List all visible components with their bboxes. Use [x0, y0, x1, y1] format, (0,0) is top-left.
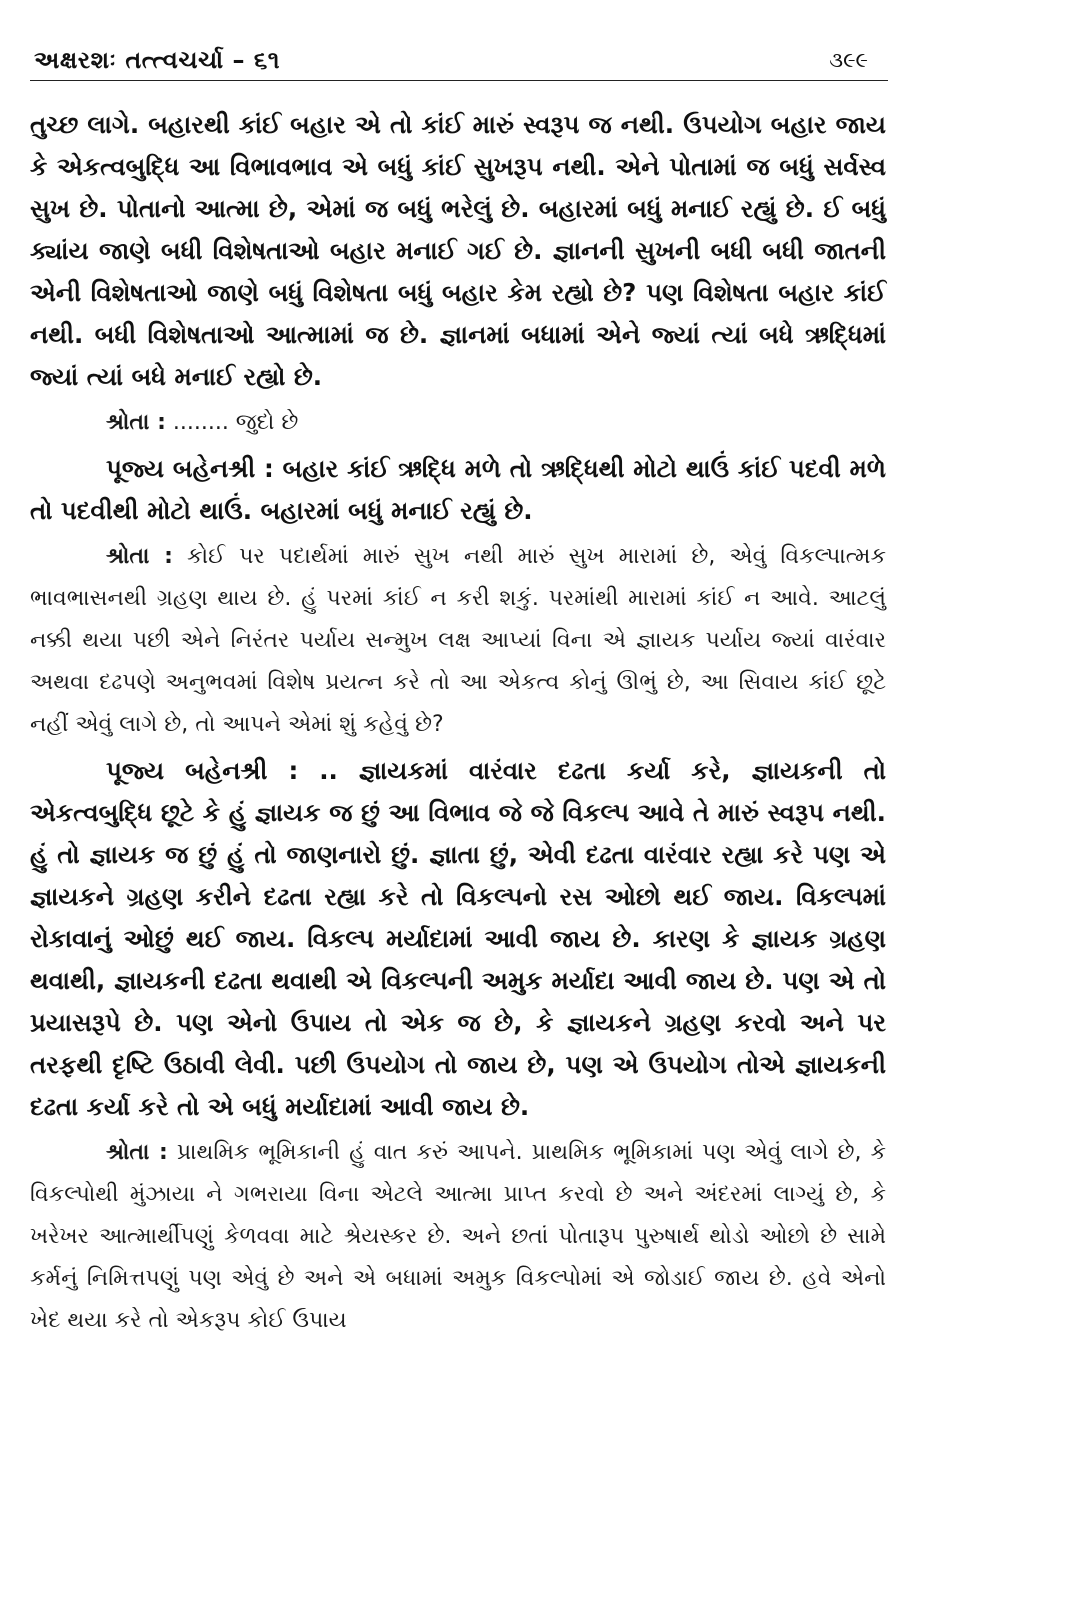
listener-question	[30, 402, 886, 444]
page-header	[30, 40, 888, 81]
reply-paragraph	[30, 448, 886, 532]
reply-paragraph	[30, 750, 886, 1128]
reply-paragraph: તુચ્છ લાગે. બહારથી કાંઈ બહાર એ તો કાંઈ મારું સ્વરૂપ જ નથી. ઉપયોગ બહાર જાય કે એકત્વબુદ્ધિ આ વિભાવભાવ એ બધું કાંઈ સુખરૂપ નથી. એને પોતામાં જ બધું સર્વસ્વ સુખ છે. પોતાનો આત્મા છે, એમાં જ બધું ભરેલું છે. બહારમાં બધું મનાઈ રહ્યું છે. ઈ બધું ક્યાંય જાણે બધી વિશેષતાઓ બહાર મનાઈ ગઈ છે. જ્ઞાનની સુખની બધી બધી જાતની એની વિશેષતાઓ જાણે બધું વિશેષતા બધું બહાર કેમ રહ્યો છે? પણ વિશેષતા બહાર કાંઈ નથી. બધી વિશેષતાઓ આત્મામાં જ છે. જ્ઞાનમાં બધામાં એને જ્યાં ત્યાં બધે ઋદ્ધિમાં જ્યાં ત્યાં બધે મનાઈ રહ્યો છે.	[30, 110, 886, 391]
question-text: ........ જુદો છે	[165, 410, 299, 435]
question-text: કોઈ પર પદાર્થમાં મારું સુખ નથી મારું સુખ મારામાં છે, એવું વિકલ્પાત્મક ભાવભાસનથી ગ્રહણ થાય છે. હું પરમાં કાંઈ ન કરી શકું. પરમાંથી મારામાં કાંઈ ન આવે. આટલું નક્કી થયા પછી એને નિરંતર પર્યાય સન્મુખ લક્ષ આપ્યાં વિના એ જ્ઞાયક પર્યાય જ્યાં વારંવાર અથવા દઢપણે અનુભવમાં વિશેષ પ્રયત્ન કરે તો આ એકત્વ કોનું ઊભું છે, આ સિવાય કાંઈ છૂટે નહીં એવું લાગે છે, તો આપને એમાં શું કહેવું છે?	[30, 544, 886, 737]
question-text: પ્રાથમિક ભૂમિકાની હું વાત કરું આપને. પ્રાથમિક ભૂમિકામાં પણ એવું લાગે છે, કે વિકલ્પોથી મુંઝાયા ને ગભરાયા વિના એટલે આત્મા પ્રાપ્ત કરવો છે અને અંદરમાં લાગ્યું છે, કે ખરેખર આત્માર્થીપણું કેળવવા માટે શ્રેયસ્કર છે. અને છતાં પોતારૂપ પુરુષાર્થ થોડો ઓછો છે સામે કર્મનું નિમિત્તપણું પણ એવું છે અને એ બધામાં અમુક વિકલ્પોમાં એ જોડાઈ જાય છે. હવે એનો ખેદ થયા કરે તો એકરૂપ કોઈ ઉપાય	[30, 1140, 886, 1333]
speaker-label: પૂજ્ય બહેનશ્રી :	[106, 756, 299, 785]
listener-question	[30, 536, 886, 746]
page-number: ૩૯૯	[829, 48, 868, 72]
speaker-label: પૂજ્ય બહેનશ્રી :	[106, 454, 274, 483]
running-title: અક્ષરશઃ તત્ત્વચર્ચા – ૬૧	[34, 46, 281, 74]
speaker-label: શ્રોતા :	[106, 544, 173, 569]
speaker-label: શ્રોતા :	[106, 410, 166, 435]
page-body	[30, 104, 886, 1346]
listener-question	[30, 1132, 886, 1342]
reply-text: બહાર કાંઈ ઋદ્ધિ મળે તો ઋદ્ધિથી મોટો થાઉં કાંઈ પદવી મળે તો પદવીથી મોટો થાઉં. બહારમાં બધું મનાઈ રહ્યું છે.	[30, 454, 886, 525]
speaker-label: શ્રોતા :	[106, 1140, 168, 1165]
reply-text: .. જ્ઞાયકમાં વારંવાર દઢતા કર્યા કરે, જ્ઞાયકની તો એકત્વબુદ્ધિ છૂટે કે હું જ્ઞાયક જ છું આ વિભાવ જે જે વિકલ્પ આવે તે મારું સ્વરૂપ નથી. હું તો જ્ઞાયક જ છું હું તો જાણનારો છું. જ્ઞાતા છું, એવી દઢતા વારંવાર રહ્યા કરે પણ એ જ્ઞાયકને ગ્રહણ કરીને દઢતા રહ્યા કરે તો વિકલ્પનો રસ ઓછો થઈ જાય. વિકલ્પમાં રોકાવાનું ઓછું થઈ જાય. વિકલ્પ મર્યાદામાં આવી જાય છે. કારણ કે જ્ઞાયક ગ્રહણ થવાથી, જ્ઞાયકની દઢતા થવાથી એ વિકલ્પની અમુક મર્યાદા આવી જાય છે. પણ એ તો પ્રયાસરૂપે છે. પણ એનો ઉપાય તો એક જ છે, કે જ્ઞાયકને ગ્રહણ કરવો અને પર તરફથી દૃષ્ટિ ઉઠાવી લેવી. પછી ઉપયોગ તો જાય છે, પણ એ ઉપયોગ તોએ જ્ઞાયકની દઢતા કર્યા કરે તો એ બધું મર્યાદામાં આવી જાય છે.	[30, 756, 886, 1121]
